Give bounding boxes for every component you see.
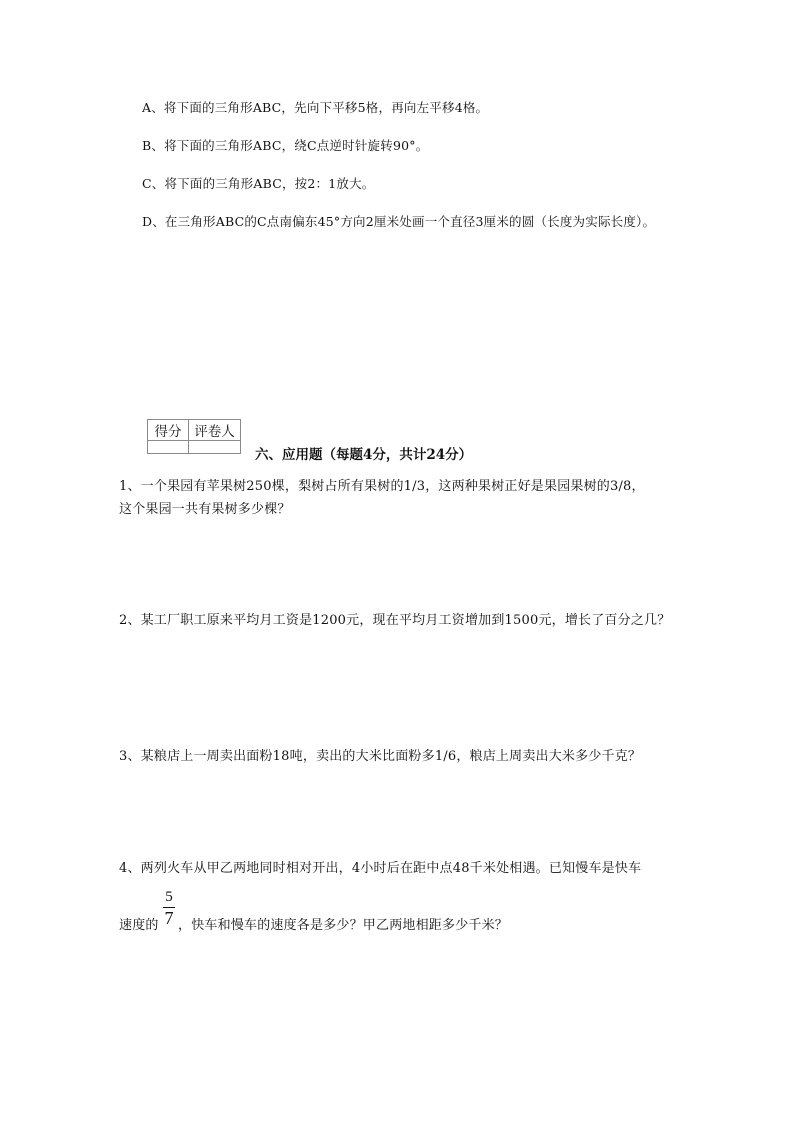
question-4-line-1: 4、两列火车从甲乙两地同时相对开出，4小时后在距中点48千米处相遇。已知慢车是快车 xyxy=(119,861,642,876)
option-b: B、将下面的三角形ABC，绕C点逆时针旋转90°。 xyxy=(142,138,429,153)
section-title: 六、应用题（每题4分，共计24分） xyxy=(255,447,473,463)
grader-header: 评卷人 xyxy=(189,420,241,441)
fraction-denominator: 7 xyxy=(164,908,174,928)
question-4-suffix: ，快车和慢车的速度各是多少？甲乙两地相距多少千米？ xyxy=(178,918,509,933)
score-table xyxy=(147,419,241,454)
grader-cell xyxy=(189,441,241,454)
fraction-five-sevenths xyxy=(160,888,178,928)
score-header: 得分 xyxy=(148,420,189,441)
question-1-line-1: 1、一个果园有苹果树250棵，梨树占所有果树的1/3，这两种果树正好是果园果树的3/8， xyxy=(119,479,645,494)
question-3: 3、某粮店上一周卖出面粉18吨，卖出的大米比面粉多1/6，粮店上周卖出大米多少千克？ xyxy=(119,749,642,764)
question-4-prefix: 速度的 xyxy=(119,918,159,933)
option-c: C、将下面的三角形ABC，按2：1放大。 xyxy=(142,176,375,191)
option-a: A、将下面的三角形ABC，先向下平移5格，再向左平移4格。 xyxy=(142,100,489,115)
score-cell xyxy=(148,441,189,454)
option-d: D、在三角形ABC的C点南偏东45°方向2厘米处画一个直径3厘米的圆（长度为实际长度）。 xyxy=(142,214,656,229)
question-2: 2、某工厂职工原来平均月工资是1200元，现在平均月工资增加到1500元，增长了百分之几？ xyxy=(119,613,671,628)
fraction-numerator: 5 xyxy=(165,889,173,905)
question-1-line-2: 这个果园一共有果树多少棵？ xyxy=(119,502,291,517)
